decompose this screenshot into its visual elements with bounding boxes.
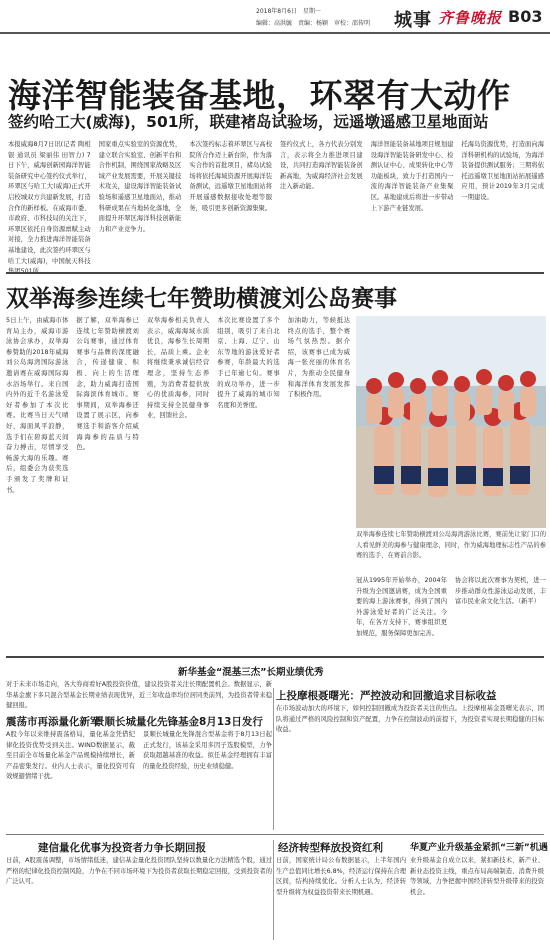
brief-text: 日前，国家统计局公布数据显示，上半年国内生产总值同比增长6.8%，经济运行保持在合理区间，结构持续优化。分析人士认为，经济转型升级将为权益投资带来长期机遇。 bbox=[276, 857, 406, 896]
story1-body bbox=[8, 140, 544, 268]
story1-column: 本次签约标志着环翠区与高校院所合作迈上新台阶，作为落实合作的首批项目，褚岛试验场将依托海域资源开展海洋装备测试，远遥墩卫星地面站将开展遥感数据接收处理等服务，吸引更多创新资源集聚。 bbox=[189, 141, 273, 212]
brief-headline: 震荡市再添量化新军 bbox=[6, 716, 101, 728]
brief-text: A股今年以来维持震荡格局，量化基金凭借纪律化投资优势受到关注。WIND数据显示，截至目前全市场量化基金产品规模持续增长，新产品密集发行。业内人士表示，量化投资可有效规避情绪干扰。 bbox=[6, 731, 135, 781]
brief-body bbox=[276, 704, 544, 830]
swimmers-group-photo bbox=[356, 316, 546, 528]
brief-text: 日前，A股震荡调整，市场情绪低迷，建信基金量化投资团队坚持以数量化方法精选个股，通过严格的纪律化投资控制风险，力争在不同市场环境下为投资者获取长期稳定回报，受到投资者的广泛认可。 bbox=[6, 857, 272, 886]
story2-column: 加油助力，等候抵达终点的选手，整个赛场气氛热烈。据介绍，该赛事已成为威海一张亮丽的体育名片，为推动全民健身和海洋体育发展发挥了积极作用。 bbox=[287, 317, 351, 399]
story2-column: 5日上午，由威海市体育局主办，威海市游泳协会承办，双举海参赞助的2018年威海刘公岛海湾国际游泳邀请赛在威海国际海水浴场举行。来自国内外的近千名游泳爱好者参加了本次比赛。比赛当日天气晴好，海面风平浪静，选手们在碧海蓝天间奋力搏击，尽情享受畅游大海的乐趣。赛后，组委会为获奖选手颁发了奖牌和证书。 bbox=[6, 317, 69, 494]
story1-column: 本报威海8月7日讯(记者 陶相银 通讯员 梁丽伟 田智力) 7日下午，威海创新园海洋智能装备研究中心签约仪式举行，环翠区与哈工大(威海)正式开启校城双方共建新发展，打造合作的新样板。在威海市委、市政府、市科技局的关注下，环翠区依托自身资源禀赋主动对接，全力推进海洋智能装备基地建设，此次签约环翠区与哈工大(威海)，中国航天科技 bbox=[8, 141, 91, 265]
brief-body bbox=[410, 856, 544, 942]
brief-headline: 上投摩根聂曙光：严控波动和回撤追求目标收益 bbox=[276, 690, 497, 702]
brief-text: 业升级基金自成立以来，紧扣新技术、新产业、新业态投资主线，重点布局高端制造、消费升级等领域，力争把握中国经济转型升级带来的投资机会。 bbox=[410, 857, 544, 896]
story2-continuation-column: 协会将以此次赛事为契机，进一步推动群众性游泳运动发展，丰富市民业余文化生活。（新平） bbox=[455, 577, 546, 606]
story2-continuation bbox=[356, 576, 546, 648]
section-name: 城事 bbox=[394, 10, 432, 31]
story1-subhead: 签约哈工大(威海)，501所，联建褚岛试验场，远遥墩遥感卫星地面站 bbox=[8, 113, 489, 131]
story1-column: 海洋智能装备基地项目规划建设海洋智能装备研发中心、检测认证中心、成果转化中心等功能板块，致力于打造国内一流的海洋智能装备产业集聚区。基地建成后将进一步带动上下游产业链发展。 bbox=[370, 141, 454, 212]
brief-divider bbox=[6, 834, 544, 835]
column-divider bbox=[273, 688, 274, 830]
section-divider bbox=[6, 272, 544, 274]
story1-column: 签约仪式上，各方代表分别发言，表示将全力推进项目建设，共同打造海洋智能装备创新高地，为威海经济社会发展注入新动能。 bbox=[280, 141, 363, 191]
brief-headline: 华夏产业升级基金紧抓“三新”机遇 bbox=[410, 843, 548, 853]
story2-continuation-column: 冠从1995年开始举办，2004年升级为全国邀请赛，成为全国重要的海上游泳赛事，得到了国内外游泳爱好者的广泛关注。今年，在各方支持下，赛事组织更加规范，服务保障更加完善。 bbox=[356, 577, 447, 637]
brief-text: 在市场波动加大的环境下，如何控制回撤成为投资者关注的焦点。上投摩根基金聂曙光表示，团队将通过严格的风险控制和资产配置，力争在控制波动的前提下，为投资者实现长期稳健的目标收益。 bbox=[276, 705, 544, 734]
masthead bbox=[0, 0, 550, 34]
column-divider bbox=[273, 840, 274, 940]
story2-headline: 双举海参连续七年赞助横渡刘公岛赛事 bbox=[6, 286, 397, 312]
brief-headline: 景顺长城量化先锋基金8月13日发行 bbox=[94, 716, 263, 728]
newspaper-logo: 齐鲁晚报 bbox=[438, 9, 503, 27]
story2-body bbox=[6, 316, 350, 590]
swimmers-photo-illustration bbox=[356, 316, 546, 528]
photo-caption: 双举海参连续七年赞助横渡刘公岛海湾游泳比赛，赛前先让家门口的人看见鲜美的海参与健康理念，同时，作为威海地理标志性产品的参赛的选手、在赛前合影。 bbox=[356, 531, 546, 559]
brief-text: 对于未来市场走向，各大券商看好A股投资价值，建议投资者关注长期配置机会。数据显示，新华基金旗下多只混合型基金长期业绩表现优异，近三年收益率均位居同类前列，为投资者带来稳健回报。 bbox=[6, 681, 272, 710]
story2-column: 本次比赛设置了多个组别，吸引了来自北京、上海、辽宁、山东等地的游泳爱好者参赛，年龄最大的选手已年逾七旬。赛事的成功举办，进一步提升了威海的城市知名度和美誉度。 bbox=[217, 317, 280, 409]
brief-headline: 经济转型释放投资红利 bbox=[278, 842, 383, 854]
story2-column: 据了解，双举海参已连续七年赞助横渡刘公岛赛事，通过体育赛事与品牌的深度融合，传递健康、积极、向上的生活理念，助力威海打造国际海滨体育城市。赛事期间，双举海参还设置了展示区，向参赛选手和游客介绍威海海参的品质与特色。 bbox=[76, 317, 139, 452]
story1-headline: 海洋智能装备基地，环翠有大动作 bbox=[8, 76, 511, 115]
brief-text: 景顺长城量化先锋混合型基金将于8月13日起正式发行，该基金采用多因子选股模型，力争获取超越基准的收益。拟任基金经理拥有丰富的量化投资经验，历史业绩稳健。 bbox=[143, 731, 272, 770]
brief-body bbox=[6, 680, 272, 712]
story2-column: 双举海参相关负责人表示，威海海域水质优良，海参生长周期长，品质上乘。企业将继续秉承诚信经营理念，坚持生态养殖，为消费者提供放心的优质海参，同时持续支持全民健身事业，回馈社会。 bbox=[146, 317, 210, 420]
story1-column: 托海岛资源优势，打造面向海洋科研机构的试验场，为海洋装备提供测试服务；三期将依托远遥墩卫星地面站拓展遥感应用，预计2019年3月完成一期建设。 bbox=[461, 141, 545, 201]
page-number: B03 bbox=[508, 7, 543, 26]
issue-date: 2018年8月6日 星期一 bbox=[256, 8, 321, 15]
editor-credits: 编辑：高洪毓 责编：杨颖 审校：邵传明 bbox=[256, 20, 371, 27]
brief-body bbox=[276, 856, 406, 942]
section-divider bbox=[6, 656, 544, 658]
brief-headline: 新华基金“混基三杰”长期业绩优秀 bbox=[178, 667, 324, 678]
brief-body bbox=[6, 856, 272, 942]
brief-headline: 建信量化优事为投资者力争长期回报 bbox=[38, 842, 206, 854]
brief-body bbox=[6, 730, 272, 830]
story1-column: 国家重点实验室的资源优势，建立联合实验室、创新平台和合作机制，围绕国家战略及区域产业发展需要，开展关键技术攻关，建设海洋智能装备试验场和遥感卫星地面站，推动科研成果在当地转化落地，全面提升环翠区海洋科技创新能力和产业竞争力。 bbox=[98, 141, 182, 233]
